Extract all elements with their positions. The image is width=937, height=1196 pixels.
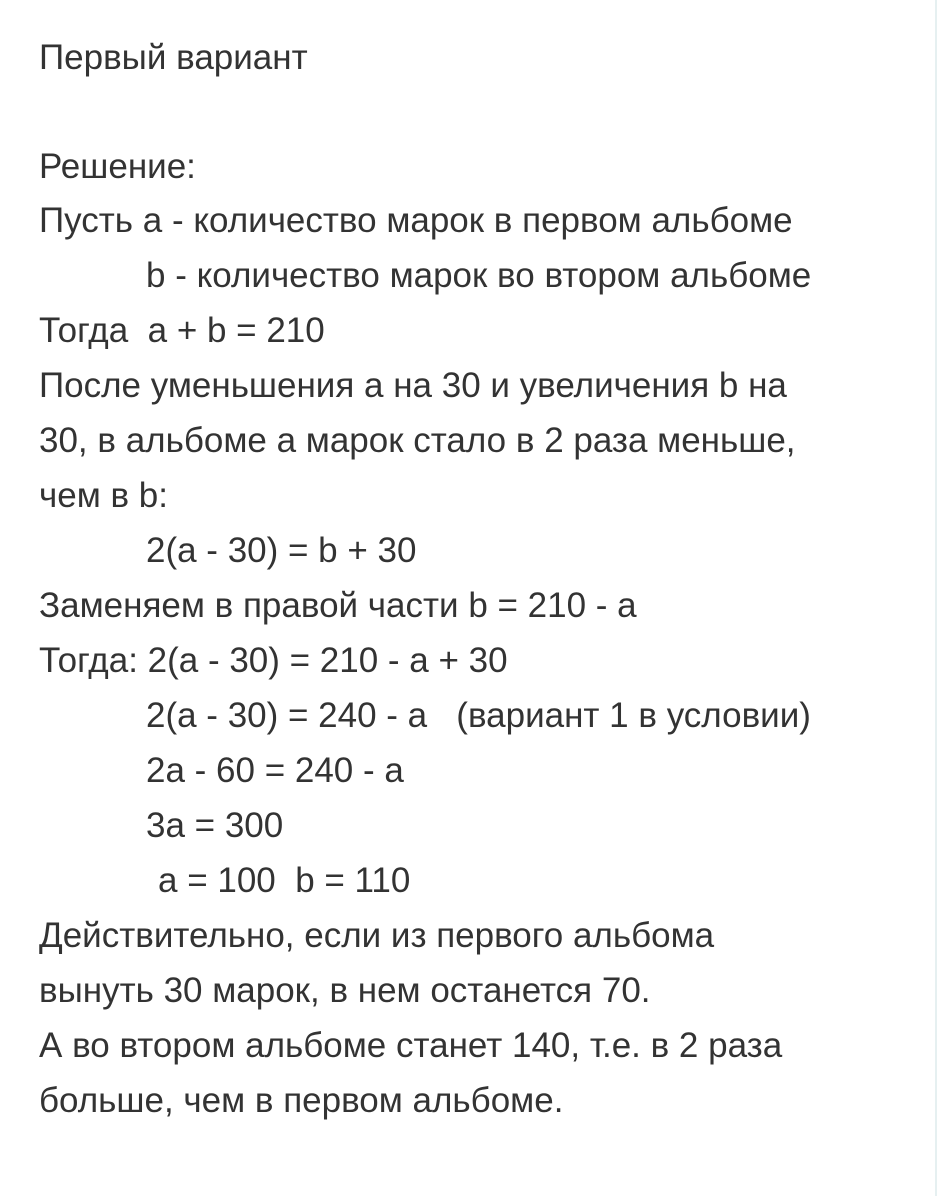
text-line: Действительно, если из первого альбома — [39, 916, 715, 955]
text-line: Пусть а - количество марок в первом альбоме — [39, 201, 793, 240]
equation-line: 2a - 60 = 240 - a — [146, 751, 404, 790]
text-line: 30, в альбоме а марок стало в 2 раза меньше, — [39, 421, 796, 460]
text-line: чем в b: — [39, 476, 168, 515]
text-line: А во втором альбоме станет 140, т.е. в 2 раза — [39, 1026, 783, 1065]
text-line: Заменяем в правой части b = 210 - a — [39, 586, 637, 625]
solution-label: Решение: — [39, 147, 196, 186]
equation-line: Тогда: 2(а - 30) = 210 - a + 30 — [39, 641, 508, 680]
document-title: Первый вариант — [39, 38, 308, 77]
equation-line: 2(а - 30) = b + 30 — [146, 531, 417, 570]
equation-line: a = 100 b = 110 — [158, 861, 411, 900]
text-line: После уменьшения а на 30 и увеличения b на — [39, 366, 787, 405]
equation-line: 2(а - 30) = 240 - a (вариант 1 в условии) — [146, 696, 811, 735]
text-line: больше, чем в первом альбоме. — [39, 1081, 564, 1120]
equation-line: 3a = 300 — [146, 806, 284, 845]
text-line: вынуть 30 марок, в нем останется 70. — [39, 971, 651, 1010]
equation-line: Тогда a + b = 210 — [39, 311, 325, 350]
text-line: b - количество марок во втором альбоме — [146, 256, 812, 295]
